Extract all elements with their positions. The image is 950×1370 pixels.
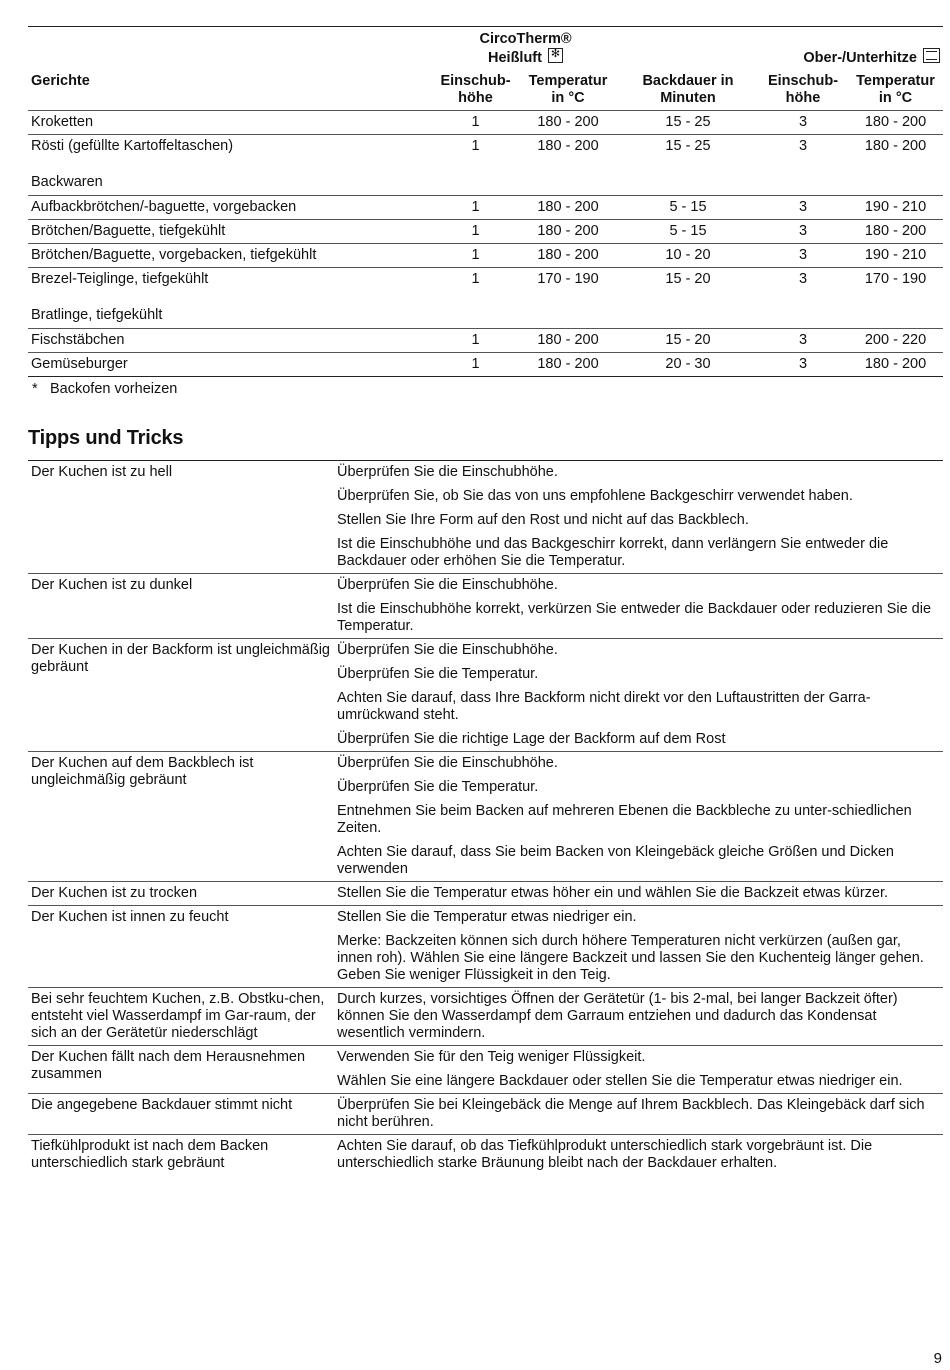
footnote-mark: * <box>32 381 38 397</box>
col-header-dishes: Gerichte <box>31 73 90 89</box>
group-header-top-bottom-heat: Ober-/Unterhitze <box>758 27 943 74</box>
tip-solutions: Achten Sie darauf, ob das Tiefkühlprodukt unterschiedlich stark vorgebräunt ist. Die unterschiedlich starke Bräunung bleibt nach der Backdauer erhalten. <box>334 1135 943 1176</box>
tips-row <box>28 639 943 752</box>
fan-icon <box>548 48 563 63</box>
group-header-circotherm: CircoTherm® Heißluft ✻ <box>433 27 618 74</box>
tips-row <box>28 461 943 574</box>
table-column-header-row <box>28 73 943 111</box>
tip-solutions: Verwenden Sie für den Teig weniger Flüssigkeit. Wählen Sie eine längere Backdauer oder stellen Sie die Temperatur etwas niedriger ein. <box>334 1046 943 1094</box>
footnote <box>28 381 943 397</box>
tip-solutions: Überprüfen Sie bei Kleingebäck die Menge auf Ihrem Backblech. Das Kleingebäck darf sich nicht berühren. <box>334 1094 943 1135</box>
tips-row <box>28 752 943 882</box>
table-row: Brezel-Teiglinge, tiefgekühlt 1 170 - 190 15 - 20 3 170 - 190 <box>28 268 943 292</box>
tip-problem: Bei sehr feuchtem Kuchen, z.B. Obstku-chen, entsteht viel Wasserdampf im Gar-raum, der sich an der Gerätetür niederschlägt <box>28 988 334 1046</box>
tip-problem: Der Kuchen ist zu dunkel <box>28 574 334 639</box>
col-header-temp-2: Temperatur in °C <box>856 73 935 106</box>
tip-problem: Der Kuchen ist zu trocken <box>28 882 334 906</box>
table-row: Fischstäbchen 1 180 - 200 15 - 20 3 200 - 220 <box>28 329 943 353</box>
top-bottom-heat-icon <box>923 48 940 63</box>
baking-table <box>28 26 943 377</box>
tip-solutions: Stellen Sie die Temperatur etwas niedriger ein. Merke: Backzeiten können sich durch höhere Temperaturen nicht verkürzen (außen gar, innen roh). Wählen Sie eine längere Backzeit und lassen Sie den Kuchenteig länger gehen. Geben Sie weniger Flüssigkeit in den Teig. <box>334 906 943 988</box>
col-header-shelf-2: Einschub- höhe <box>767 73 839 106</box>
table-row: Kroketten 1 180 - 200 15 - 25 3 180 - 200 <box>28 111 943 135</box>
tip-solutions: Überprüfen Sie die Einschubhöhe. Überprüfen Sie, ob Sie das von uns empfohlene Backgeschirr verwendet haben. Stellen Sie Ihre Form auf den Rost und nicht auf das Backblech. Ist die Einschubhöhe und das Backgeschirr korrekt, dann verlängern Sie entweder die Backdauer oder erhöhen Sie die Temperatur. <box>337 464 889 569</box>
tip-solutions: Stellen Sie die Temperatur etwas höher ein und wählen Sie die Backzeit etwas kürzer. <box>334 882 943 906</box>
table-row: Gemüseburger 1 180 - 200 20 - 30 3 180 - 200 <box>28 353 943 377</box>
tip-solutions: Durch kurzes, vorsichtiges Öffnen der Gerätetür (1- bis 2-mal, bei langer Backzeit öfter) können Sie den Wasserdampf dem Garraum entziehen und dadurch das Kondensat wesentlich vermindern. <box>334 988 943 1046</box>
tip-problem: Der Kuchen ist zu hell <box>31 464 173 480</box>
tip-solutions: Überprüfen Sie die Einschubhöhe. Überprüfen Sie die Temperatur. Entnehmen Sie beim Backen auf mehreren Ebenen die Backbleche zu unter-schiedlichen Zeiten. Achten Sie darauf, dass Sie beim Backen von Kleingebäck gleiche Größen und Dicken verwenden <box>334 752 943 882</box>
table-group-header-row <box>28 27 943 74</box>
footnote-text: Backofen vorheizen <box>50 381 178 397</box>
tips-row <box>28 1046 943 1094</box>
tip-problem: Die angegebene Backdauer stimmt nicht <box>28 1094 334 1135</box>
tips-row <box>28 906 943 988</box>
tips-row <box>28 882 943 906</box>
tips-row <box>28 988 943 1046</box>
tip-solutions: Überprüfen Sie die Einschubhöhe. Überprüfen Sie die Temperatur. Achten Sie darauf, dass Ihre Backform nicht direkt vor den Luftaustritten der Garra-umrückwand steht. Überprüfen Sie die richtige Lage der Backform auf dem Rost <box>334 639 943 752</box>
table-row: Brötchen/Baguette, tiefgekühlt 1 180 - 200 5 - 15 3 180 - 200 <box>28 220 943 244</box>
page-number: 9 <box>933 1350 942 1367</box>
table-row: Brötchen/Baguette, vorgebacken, tiefgekühlt 1 180 - 200 10 - 20 3 190 - 210 <box>28 244 943 268</box>
col-header-temp-1: Temperatur in °C <box>528 73 608 106</box>
tip-problem: Der Kuchen auf dem Backblech ist ungleichmäßig gebräunt <box>28 752 334 882</box>
tip-problem: Der Kuchen in der Backform ist ungleichmäßig gebräunt <box>28 639 334 752</box>
tip-problem: Der Kuchen ist innen zu feucht <box>28 906 334 988</box>
table-row: Rösti (gefüllte Kartoffeltaschen) 1 180 - 200 15 - 25 3 180 - 200 <box>28 135 943 159</box>
page <box>28 26 943 1175</box>
col-header-time: Backdauer in Minuten <box>642 73 734 106</box>
tip-solutions: Überprüfen Sie die Einschubhöhe. Ist die Einschubhöhe korrekt, verkürzen Sie entweder die Backdauer oder reduzieren Sie die Temperatur. <box>334 574 943 639</box>
tips-heading: Tipps und Tricks <box>28 427 184 449</box>
tips-table <box>28 460 943 1175</box>
tips-row <box>28 1094 943 1135</box>
tips-row <box>28 574 943 639</box>
section-heading-bratlinge: Bratlinge, tiefgekühlt <box>31 307 163 323</box>
tip-problem: Der Kuchen fällt nach dem Herausnehmen zusammen <box>28 1046 334 1094</box>
col-header-shelf-1: Einschub- höhe <box>440 73 511 106</box>
tip-problem: Tiefkühlprodukt ist nach dem Backen unterschiedlich stark gebräunt <box>28 1135 334 1176</box>
section-heading-backwaren: Backwaren <box>31 174 103 190</box>
tips-row <box>28 1135 943 1176</box>
table-row: Aufbackbrötchen/-baguette, vorgebacken 1 180 - 200 5 - 15 3 190 - 210 <box>28 196 943 220</box>
